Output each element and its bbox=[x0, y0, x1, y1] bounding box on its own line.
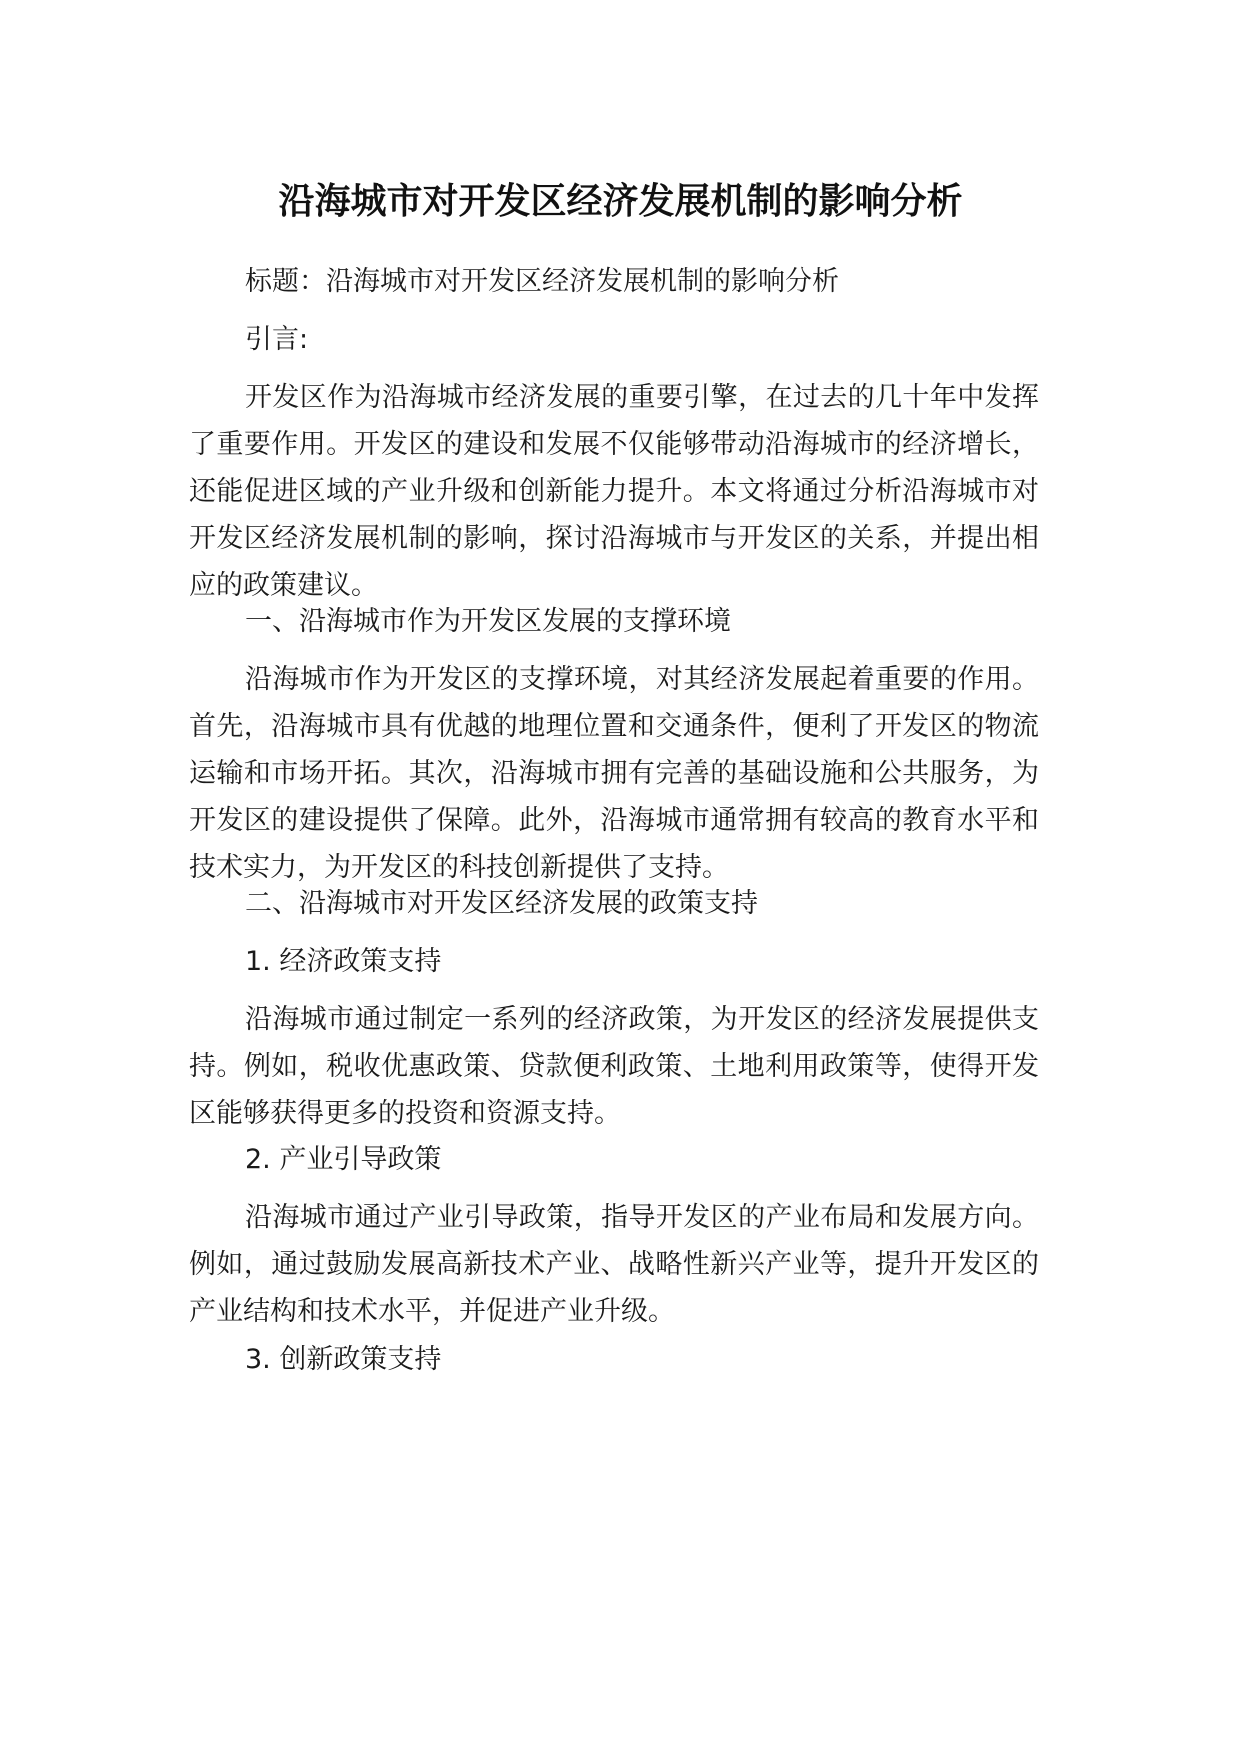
intro-paragraph: 开发区作为沿海城市经济发展的重要引擎，在过去的几十年中发挥了重要作用。开发区的建设和发展不仅能够带动沿海城市的经济增长，还能促进区域的产业升级和创新能力提升。本文将通过分析沿海城市对开发区经济发展机制的影响，探讨沿海城市与开发区的关系，并提出相应的政策建议。 bbox=[189, 382, 1039, 601]
sub2-paragraph: 沿海城市通过产业引导政策，指导开发区的产业布局和发展方向。例如，通过鼓励发展高新技术产业、战略性新兴产业等，提升开发区的产业结构和技术水平，并促进产业升级。 bbox=[189, 1202, 1039, 1327]
sub2-heading: 2. 产业引导政策 bbox=[245, 1144, 442, 1175]
sub1-heading: 1. 经济政策支持 bbox=[245, 946, 442, 977]
section1-heading: 一、沿海城市作为开发区发展的支撑环境 bbox=[245, 606, 731, 637]
sub3-heading: 3. 创新政策支持 bbox=[245, 1344, 442, 1375]
document-title: 沿海城市对开发区经济发展机制的影响分析 bbox=[278, 181, 963, 222]
sub1-paragraph: 沿海城市通过制定一系列的经济政策，为开发区的经济发展提供支持。例如，税收优惠政策、贷款便利政策、土地利用政策等，使得开发区能够获得更多的投资和资源支持。 bbox=[189, 1004, 1039, 1129]
intro-label: 引言: bbox=[245, 324, 309, 355]
section1-paragraph: 沿海城市作为开发区的支撑环境，对其经济发展起着重要的作用。首先，沿海城市具有优越的地理位置和交通条件，便利了开发区的物流运输和市场开拓。其次，沿海城市拥有完善的基础设施和公共服务，为开发区的建设提供了保障。此外，沿海城市通常拥有较高的教育水平和技术实力，为开发区的科技创新提供了支持。 bbox=[189, 664, 1039, 883]
section2-heading: 二、沿海城市对开发区经济发展的政策支持 bbox=[245, 888, 758, 919]
subtitle-line: 标题：沿海城市对开发区经济发展机制的影响分析 bbox=[245, 266, 839, 297]
